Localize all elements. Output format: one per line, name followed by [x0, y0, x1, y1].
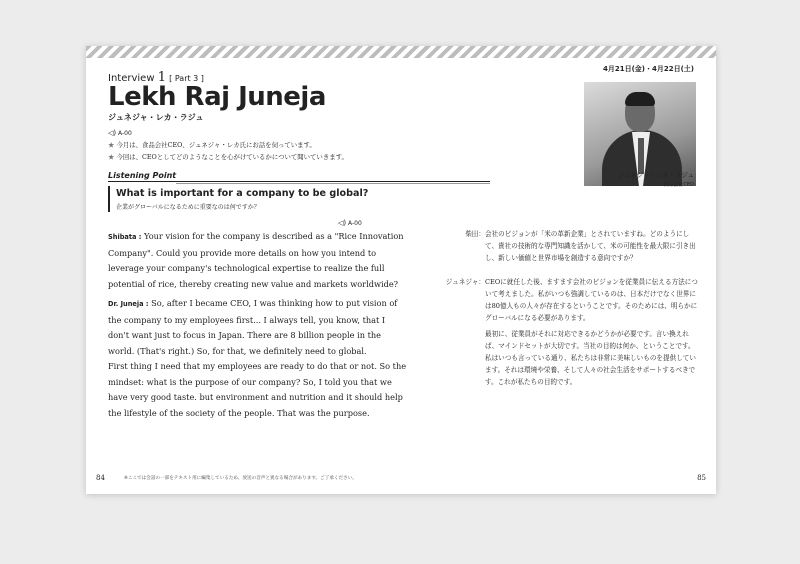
listening-point-question: What is important for a company to be global?: [116, 188, 369, 199]
broadcast-date: 4月21日(金)・4月22日(土): [602, 65, 694, 73]
intro-track-label: A-00: [118, 130, 132, 137]
header-stripe: [86, 46, 716, 58]
translation-juneja: [443, 276, 698, 388]
page-number-left: 84: [96, 474, 105, 482]
translation-speaker: ジュネジャ：: [445, 278, 485, 286]
listening-point-label: Listening Point: [108, 171, 179, 180]
caption-role: 食品会社CEO: [663, 182, 694, 188]
translation-speaker: 柴田：: [465, 230, 485, 238]
series-title: Interview: [108, 73, 155, 84]
guest-name-jp: ジュネジャ・レカ・ラジュ: [108, 113, 204, 122]
dialogue-text: Your vision for the company is described as a "Rice Innovation Company". Could you provide more details on how you intend to leverage your company's technological expertise to realize the full potential of rice, thereby creating new value and markets worldwide?: [108, 231, 404, 289]
dialogue-text: First thing I need that my employees are ready to do that or not. So the mindset: what is the purpose of our company? So, I told you that we have very good taste. but environment and nutrition and it should help the lifestyle of the society of the people. That was the purpose.: [108, 361, 407, 418]
dialogue-juneja: [108, 296, 408, 421]
intro-bullet: ★ 今回は、CEOとしてどのようなことを心がけているかについて聞いていきます。: [108, 151, 348, 163]
listening-point-answer: 企業がグローバルになるために重要なのは何ですか？: [116, 204, 260, 211]
speaker-icon: ◁): [338, 219, 347, 227]
page-number-right: 85: [697, 474, 706, 482]
photo-caption: [618, 170, 694, 190]
dialogue-text: So, after I became CEO, I was thinking how to put vision of the company to my employees first... I always tell, you know, that I don't want just to focus in Japan. There are 8 billion people in the world. (That's right.) So, for that, we definitely need to global.: [108, 298, 398, 356]
magazine-spread: [86, 46, 716, 494]
dialogue-speaker: Shibata :: [108, 233, 142, 241]
intro-bullet: ★ 今月は、食品会社CEO、ジュネジャ・レカ氏にお話を伺っています。: [108, 139, 348, 151]
translation-text: 会社のビジョンが「米の革新企業」とされていますね。どのようにして、貴社の技術的な専門知識を活かして、米の可能性を最大限に引き出し、新しい価値と世界市場を創造する意向ですか？: [485, 230, 696, 262]
dialogue-audio-track[interactable]: [338, 219, 362, 227]
guest-name-en: Lekh Raj Juneja: [108, 82, 326, 112]
listening-point-rule-secondary: [176, 183, 490, 184]
intro-audio-track[interactable]: [108, 129, 132, 137]
listening-point-rule: [108, 181, 490, 182]
translation-text: 最初に、従業員がそれに対応できるかどうかが必要です。言い換えれば、マインドセットが大切です。当社の目的は何か、ということです。私はいつも言っている通り、私たちは非常に美味しいものを提供しています。それは環境や栄養、そして人々の社会生活をサポートするべきです。これが私たちの目的です。: [485, 330, 696, 386]
speaker-icon: ◁): [108, 129, 117, 137]
intro-bullets: [108, 139, 348, 163]
dialogue-track-label: A-00: [348, 220, 362, 227]
series-part: [ Part 3 ]: [169, 74, 204, 83]
translation-text: CEOに就任した後、ますます会社のビジョンを従業員に伝える方法について考えました。私がいつも強調しているのは、日本だけでなく世界には80億人もの人々が存在するということです。そのためには、明らかにグローバルになる必要があります。: [485, 278, 698, 322]
listening-point-bar: [108, 186, 110, 212]
translation-shibata: [443, 228, 698, 264]
dialogue-speaker: Dr. Juneja :: [108, 300, 149, 308]
footnote: ※ここでは会話の一部をテキスト用に編集しているため、放送の音声と異なる場合があります。ご了承ください。: [124, 476, 357, 481]
dialogue-shibata: [108, 229, 408, 292]
caption-name: ジュネジャ・レカ・ラジュ: [617, 171, 694, 179]
series-number: 1: [157, 70, 166, 85]
